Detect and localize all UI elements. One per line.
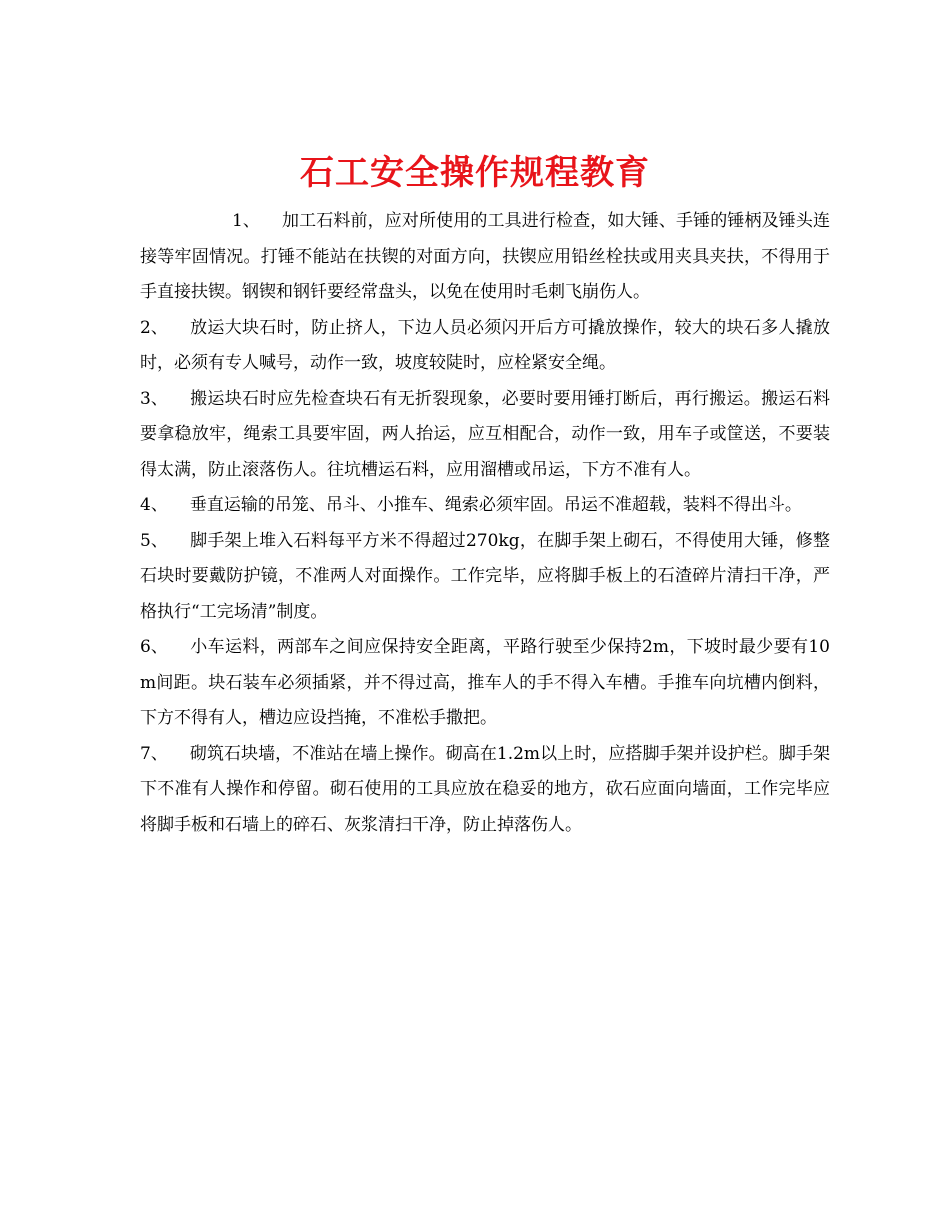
rule-text: 垂直运输的吊笼、吊斗、小推车、绳索必须牢固。吊运不准超载，装料不得出斗。: [189, 495, 802, 515]
rule-number: 5、: [140, 530, 168, 551]
rule-number: 7、: [140, 743, 168, 764]
rule-text: 脚手架上堆入石料每平方米不得超过270kg，在脚手架上砌石，不得使用大锤，修整石块时要戴防护镜，不准两人对面操作。工作完毕，应将脚手板上的石渣碎片清扫干净，严格执行“工完场清”制度。: [140, 530, 830, 622]
rule-item-1: [140, 204, 830, 311]
rule-text: 放运大块石时，防止挤人，下边人员必须闪开后方可撬放操作，较大的块石多人撬放时，必须有专人喊号，动作一致，坡度较陡时，应栓紧安全绳。: [140, 317, 830, 373]
rule-number: 4、: [140, 495, 168, 515]
document-body: [140, 204, 830, 843]
rule-text: 加工石料前，应对所使用的工具进行检查，如大锤、手锤的锤柄及锤头连接等牢固情况。打锤不能站在扶锲的对面方向，扶锲应用铅丝栓扶或用夹具夹扶，不得用于手直接扶锲。钢锲和钢钎要经常盘头，以免在使用时毛刺飞崩伤人。: [140, 211, 830, 302]
rule-item-4: [140, 488, 830, 524]
rule-number: 3、: [140, 388, 168, 409]
rule-item-6: [140, 630, 830, 737]
rule-text: 砌筑石块墙，不准站在墙上操作。砌高在1.2m以上时，应搭脚手架并设护栏。脚手架下不准有人操作和停留。砌石使用的工具应放在稳妥的地方，砍石应面向墙面，工作完毕应将脚手板和石墙上的碎石、灰浆清扫干净，防止掉落伤人。: [140, 743, 830, 835]
rule-text: 搬运块石时应先检查块石有无折裂现象，必要时要用锤打断后，再行搬运。搬运石料要拿稳放牢，绳索工具要牢固，两人抬运，应互相配合，动作一致，用车子或筐送，不要装得太满，防止滚落伤人。往坑槽运石料，应用溜槽或吊运，下方不准有人。: [140, 388, 830, 480]
rule-item-5: [140, 524, 830, 631]
document-title: 石工安全操作规程教育: [300, 152, 650, 193]
rule-item-2: [140, 311, 830, 382]
rule-item-7: [140, 737, 830, 844]
rule-number: 1、: [232, 211, 260, 231]
rule-number: 6、: [140, 637, 168, 657]
rule-number: 2、: [140, 317, 168, 338]
rule-item-3: [140, 382, 830, 489]
rule-text: 小车运料，两部车之间应保持安全距离，平路行驶至少保持2m，下坡时最少要有10m间距。块石装车必须插紧，并不得过高，推车人的手不得入车槽。手推车向坑槽内倒料，下方不得有人，槽边应设挡掩，不准松手撒把。: [140, 637, 830, 728]
